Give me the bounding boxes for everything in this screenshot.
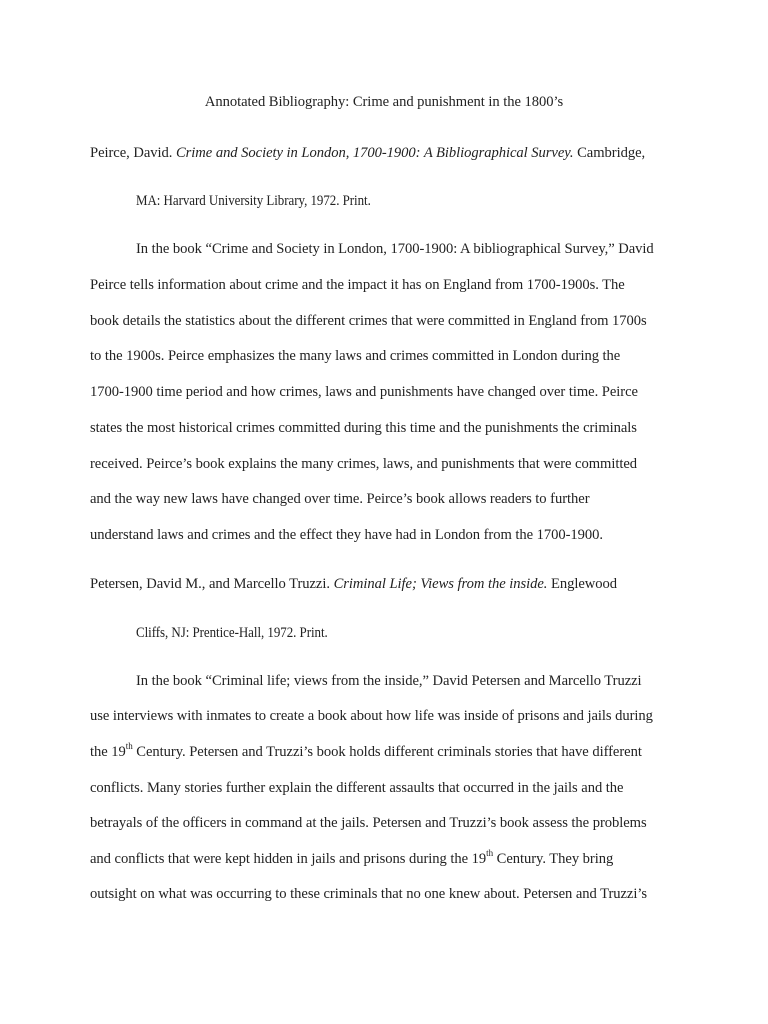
citation-2-line-1	[90, 575, 680, 593]
annotation-1-line: states the most historical crimes committed during this time and the punishments the criminals	[90, 420, 637, 436]
citation-1-publisher: MA: Harvard University Library, 1972. Print.	[136, 193, 371, 209]
annotation-2-line: In the book “Criminal life; views from the inside,” David Petersen and Marcello Truzzi	[136, 673, 642, 689]
annotation-2-line-end: Century. They bring	[493, 851, 614, 867]
annotation-2-century-prefix: the 19	[90, 744, 126, 760]
annotation-2-line-with-superscript	[90, 743, 680, 761]
annotation-1-line: to the 1900s. Peirce emphasizes the many laws and crimes committed in London during the	[90, 348, 621, 364]
annotation-1-line: Peirce tells information about crime and the impact it has on England from 1700-1900s. The	[90, 277, 625, 293]
annotation-2-line-start: and conflicts that were kept hidden in jails and prisons during the	[90, 851, 469, 867]
citation-1-place: Cambridge,	[577, 145, 646, 161]
annotation-2-line: outsight on what was occurring to these criminals that no one knew about. Petersen and Truzzi’s	[90, 886, 648, 902]
annotation-1-line: book details the statistics about the different crimes that were committed in England from 1700s	[90, 313, 647, 329]
annotation-2-century-number: 19	[468, 851, 487, 867]
citation-1-book-title: Crime and Society in London, 1700-1900: A Bibliographical Survey.	[175, 145, 574, 161]
annotation-2-line-with-superscript	[90, 850, 680, 868]
annotation-1-line: received. Peirce’s book explains the many crimes, laws, and punishments that were committed	[90, 456, 638, 472]
annotation-2-line-rest: Century. Petersen and Truzzi’s book holds different criminals stories that have different	[136, 744, 642, 760]
annotation-2-line: conflicts. Many stories further explain the different assaults that occurred in the jails and the	[90, 780, 624, 796]
citation-1-line-1	[90, 144, 680, 162]
citation-2-book-title: Criminal Life; Views from the inside.	[333, 576, 548, 592]
annotation-1-line: In the book “Crime and Society in London, 1700-1900: A bibliographical Survey,” David	[136, 241, 654, 257]
citation-1-author: Peirce, David.	[90, 145, 173, 161]
annotation-2-line: use interviews with inmates to create a book about how life was inside of prisons and jails during	[90, 708, 653, 724]
citation-2-author: Petersen, David M., and Marcello Truzzi.	[90, 576, 330, 592]
annotation-1-line: and the way new laws have changed over time. Peirce’s book allows readers to further	[90, 491, 590, 507]
ordinal-superscript: th	[486, 848, 494, 859]
citation-2-publisher: Cliffs, NJ: Prentice-Hall, 1972. Print.	[136, 625, 328, 641]
citation-2-place: Englewood	[551, 576, 618, 592]
annotation-2-line: betrayals of the officers in command at the jails. Petersen and Truzzi’s book assess the problems	[90, 815, 647, 831]
page-title: Annotated Bibliography: Crime and punishment in the 1800’s	[204, 94, 564, 110]
annotation-1-line: understand laws and crimes and the effect they have had in London from the 1700-1900.	[90, 527, 604, 543]
ordinal-superscript: th	[125, 741, 133, 752]
annotation-1-line: 1700-1900 time period and how crimes, laws and punishments have changed over time. Peirce	[90, 384, 638, 400]
